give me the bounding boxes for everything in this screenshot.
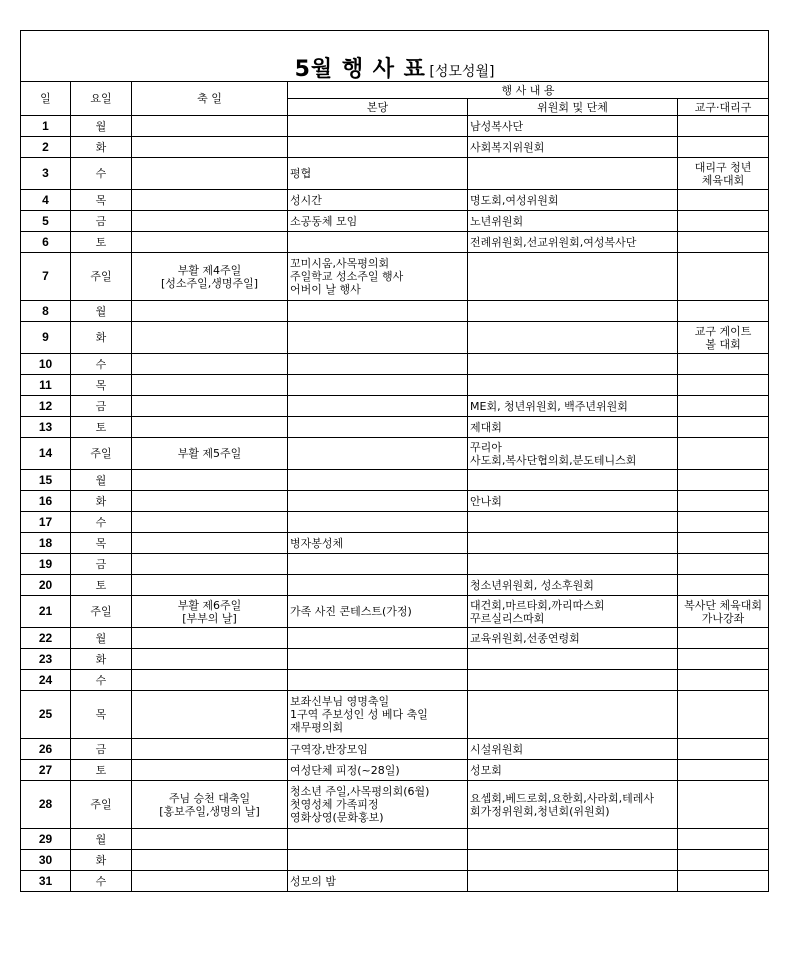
main-church-cell: 소공동체 모임 — [288, 211, 468, 232]
groups-cell — [468, 533, 678, 554]
day-cell: 27 — [21, 760, 71, 781]
main-church-cell — [288, 232, 468, 253]
feast-cell — [132, 417, 288, 438]
feast-cell — [132, 850, 288, 871]
main-church-cell — [288, 396, 468, 417]
title-main: 5월 행 사 표 — [294, 57, 426, 82]
main-church-cell: 성시간 — [288, 190, 468, 211]
day-cell: 9 — [21, 322, 71, 354]
diocese-cell — [678, 232, 769, 253]
table-row — [21, 354, 769, 375]
groups-cell: 전례위원회,선교위원회,여성복사단 — [468, 232, 678, 253]
day-cell: 4 — [21, 190, 71, 211]
day-cell: 26 — [21, 739, 71, 760]
groups-cell — [468, 470, 678, 491]
day-cell: 7 — [21, 253, 71, 301]
groups-cell — [468, 512, 678, 533]
groups-cell — [468, 850, 678, 871]
table-row — [21, 554, 769, 575]
groups-cell: 요셉회,베드로회,요한회,사라회,테레사 회가정위원회,청년회(위원회) — [468, 781, 678, 829]
diocese-cell — [678, 554, 769, 575]
table-row — [21, 438, 769, 470]
main-church-cell: 보좌신부님 영명축일 1구역 주보성인 성 베다 축일 재무평의회 — [288, 691, 468, 739]
table-row — [21, 596, 769, 628]
groups-cell — [468, 158, 678, 190]
feast-cell — [132, 137, 288, 158]
table-row — [21, 322, 769, 354]
table-row — [21, 470, 769, 491]
weekday-cell: 토 — [71, 232, 132, 253]
groups-cell — [468, 375, 678, 396]
day-cell: 31 — [21, 871, 71, 892]
feast-cell — [132, 512, 288, 533]
day-cell: 8 — [21, 301, 71, 322]
main-church-cell — [288, 417, 468, 438]
day-cell: 13 — [21, 417, 71, 438]
weekday-cell: 수 — [71, 670, 132, 691]
table-row — [21, 739, 769, 760]
feast-cell — [132, 628, 288, 649]
day-cell: 10 — [21, 354, 71, 375]
weekday-cell: 월 — [71, 116, 132, 137]
diocese-cell — [678, 190, 769, 211]
table-row — [21, 301, 769, 322]
weekday-cell: 금 — [71, 739, 132, 760]
feast-cell — [132, 354, 288, 375]
table-row — [21, 871, 769, 892]
weekday-cell: 토 — [71, 575, 132, 596]
table-row — [21, 396, 769, 417]
day-cell: 12 — [21, 396, 71, 417]
day-cell: 18 — [21, 533, 71, 554]
diocese-cell — [678, 417, 769, 438]
feast-cell — [132, 575, 288, 596]
feast-cell — [132, 871, 288, 892]
day-cell: 2 — [21, 137, 71, 158]
table-row — [21, 190, 769, 211]
feast-cell — [132, 670, 288, 691]
feast-cell — [132, 533, 288, 554]
schedule-table — [20, 30, 769, 892]
feast-cell — [132, 739, 288, 760]
title-sub: [성모성월] — [429, 64, 495, 80]
groups-cell — [468, 670, 678, 691]
weekday-cell: 월 — [71, 301, 132, 322]
main-church-cell — [288, 470, 468, 491]
diocese-cell — [678, 691, 769, 739]
feast-cell — [132, 829, 288, 850]
feast-cell — [132, 116, 288, 137]
feast-cell: 부활 제6주일 [부부의 날] — [132, 596, 288, 628]
main-church-cell: 꼬미시움,사목평의회 주일학교 성소주일 행사 어버이 날 행사 — [288, 253, 468, 301]
groups-cell — [468, 354, 678, 375]
diocese-cell — [678, 628, 769, 649]
diocese-cell — [678, 301, 769, 322]
feast-cell: 부활 제4주일 [성소주일,생명주일] — [132, 253, 288, 301]
table-row — [21, 232, 769, 253]
weekday-cell: 목 — [71, 375, 132, 396]
table-row — [21, 512, 769, 533]
day-cell: 15 — [21, 470, 71, 491]
table-row — [21, 628, 769, 649]
groups-cell: 남성복사단 — [468, 116, 678, 137]
table-row — [21, 575, 769, 596]
main-church-cell — [288, 628, 468, 649]
diocese-cell — [678, 396, 769, 417]
day-cell: 21 — [21, 596, 71, 628]
table-row — [21, 417, 769, 438]
diocese-cell — [678, 375, 769, 396]
feast-cell — [132, 322, 288, 354]
day-cell: 1 — [21, 116, 71, 137]
groups-cell — [468, 691, 678, 739]
groups-cell: 제대회 — [468, 417, 678, 438]
feast-cell — [132, 375, 288, 396]
diocese-cell — [678, 211, 769, 232]
day-cell: 16 — [21, 491, 71, 512]
groups-cell: 청소년위원회, 성소후원회 — [468, 575, 678, 596]
feast-cell — [132, 649, 288, 670]
weekday-cell: 화 — [71, 322, 132, 354]
main-church-cell — [288, 137, 468, 158]
day-cell: 17 — [21, 512, 71, 533]
groups-cell — [468, 871, 678, 892]
weekday-cell: 주일 — [71, 781, 132, 829]
weekday-cell: 수 — [71, 354, 132, 375]
main-church-cell — [288, 670, 468, 691]
weekday-cell: 수 — [71, 158, 132, 190]
table-row — [21, 850, 769, 871]
page-title — [21, 31, 769, 82]
main-church-cell: 병자봉성체 — [288, 533, 468, 554]
header-events: 행 사 내 용 — [288, 82, 769, 99]
main-church-cell — [288, 575, 468, 596]
table-row — [21, 760, 769, 781]
main-church-cell: 평협 — [288, 158, 468, 190]
day-cell: 28 — [21, 781, 71, 829]
feast-cell — [132, 396, 288, 417]
main-church-cell — [288, 554, 468, 575]
table-row — [21, 829, 769, 850]
groups-cell — [468, 649, 678, 670]
groups-cell: 교육위원회,선종연령회 — [468, 628, 678, 649]
main-church-cell — [288, 322, 468, 354]
day-cell: 25 — [21, 691, 71, 739]
diocese-cell — [678, 253, 769, 301]
diocese-cell — [678, 470, 769, 491]
feast-cell — [132, 554, 288, 575]
feast-cell — [132, 470, 288, 491]
main-church-cell — [288, 512, 468, 533]
feast-cell: 부활 제5주일 — [132, 438, 288, 470]
weekday-cell: 월 — [71, 628, 132, 649]
table-row — [21, 375, 769, 396]
table-row — [21, 670, 769, 691]
table-row — [21, 137, 769, 158]
diocese-cell — [678, 354, 769, 375]
weekday-cell: 화 — [71, 137, 132, 158]
main-church-cell — [288, 116, 468, 137]
header-day: 일 — [21, 82, 71, 116]
diocese-cell — [678, 829, 769, 850]
diocese-cell — [678, 533, 769, 554]
table-row — [21, 491, 769, 512]
weekday-cell: 수 — [71, 512, 132, 533]
main-church-cell — [288, 354, 468, 375]
weekday-cell: 토 — [71, 760, 132, 781]
groups-cell — [468, 554, 678, 575]
weekday-cell: 목 — [71, 691, 132, 739]
main-church-cell — [288, 850, 468, 871]
day-cell: 20 — [21, 575, 71, 596]
main-church-cell — [288, 829, 468, 850]
weekday-cell: 주일 — [71, 438, 132, 470]
diocese-cell — [678, 575, 769, 596]
feast-cell — [132, 232, 288, 253]
day-cell: 14 — [21, 438, 71, 470]
main-church-cell: 여성단체 피정(~28일) — [288, 760, 468, 781]
weekday-cell: 월 — [71, 470, 132, 491]
main-church-cell — [288, 649, 468, 670]
main-church-cell — [288, 491, 468, 512]
main-church-cell: 가족 사진 콘테스트(가정) — [288, 596, 468, 628]
day-cell: 29 — [21, 829, 71, 850]
groups-cell: 사회복지위원회 — [468, 137, 678, 158]
weekday-cell: 주일 — [71, 596, 132, 628]
diocese-cell — [678, 850, 769, 871]
feast-cell — [132, 301, 288, 322]
main-church-cell: 구역장,반장모임 — [288, 739, 468, 760]
weekday-cell: 화 — [71, 491, 132, 512]
table-row — [21, 211, 769, 232]
groups-cell: 노년위원회 — [468, 211, 678, 232]
table-row — [21, 691, 769, 739]
groups-cell — [468, 322, 678, 354]
table-row — [21, 253, 769, 301]
groups-cell: ME회, 청년위원회, 백주년위원회 — [468, 396, 678, 417]
main-church-cell: 청소년 주일,사목평의회(6월) 첫영성체 가족피정 영화상영(문화홍보) — [288, 781, 468, 829]
diocese-cell — [678, 649, 769, 670]
day-cell: 30 — [21, 850, 71, 871]
diocese-cell: 교구 게이트 볼 대회 — [678, 322, 769, 354]
day-cell: 22 — [21, 628, 71, 649]
groups-cell — [468, 253, 678, 301]
diocese-cell — [678, 512, 769, 533]
groups-cell: 대건회,마르타회,까리따스회 꾸르실리스따회 — [468, 596, 678, 628]
weekday-cell: 수 — [71, 871, 132, 892]
header-weekday: 요일 — [71, 82, 132, 116]
groups-cell: 안나회 — [468, 491, 678, 512]
table-row — [21, 158, 769, 190]
weekday-cell: 월 — [71, 829, 132, 850]
groups-cell — [468, 829, 678, 850]
weekday-cell: 토 — [71, 417, 132, 438]
table-row — [21, 781, 769, 829]
diocese-cell — [678, 760, 769, 781]
groups-cell: 시설위원회 — [468, 739, 678, 760]
diocese-cell — [678, 137, 769, 158]
weekday-cell: 금 — [71, 396, 132, 417]
main-church-cell — [288, 301, 468, 322]
feast-cell: 주님 승천 대축일 [홍보주일,생명의 날] — [132, 781, 288, 829]
diocese-cell — [678, 116, 769, 137]
diocese-cell — [678, 739, 769, 760]
day-cell: 11 — [21, 375, 71, 396]
feast-cell — [132, 491, 288, 512]
weekday-cell: 화 — [71, 850, 132, 871]
header-feast: 축 일 — [132, 82, 288, 116]
table-row — [21, 533, 769, 554]
feast-cell — [132, 190, 288, 211]
feast-cell — [132, 760, 288, 781]
main-church-cell: 성모의 밤 — [288, 871, 468, 892]
schedule-sheet — [20, 30, 769, 892]
day-cell: 6 — [21, 232, 71, 253]
weekday-cell: 금 — [71, 554, 132, 575]
weekday-cell: 금 — [71, 211, 132, 232]
feast-cell — [132, 211, 288, 232]
day-cell: 3 — [21, 158, 71, 190]
groups-cell: 성모회 — [468, 760, 678, 781]
table-row — [21, 649, 769, 670]
day-cell: 5 — [21, 211, 71, 232]
table-row — [21, 116, 769, 137]
header-diocese: 교구·대리구 — [678, 99, 769, 116]
groups-cell — [468, 301, 678, 322]
diocese-cell — [678, 670, 769, 691]
day-cell: 23 — [21, 649, 71, 670]
schedule-rows — [21, 116, 769, 892]
weekday-cell: 목 — [71, 533, 132, 554]
groups-cell: 꾸리아 사도회,복사단협의회,분도테니스회 — [468, 438, 678, 470]
diocese-cell — [678, 871, 769, 892]
day-cell: 24 — [21, 670, 71, 691]
weekday-cell: 목 — [71, 190, 132, 211]
header-main-church: 본당 — [288, 99, 468, 116]
weekday-cell: 주일 — [71, 253, 132, 301]
diocese-cell — [678, 491, 769, 512]
groups-cell: 명도회,여성위원회 — [468, 190, 678, 211]
weekday-cell: 화 — [71, 649, 132, 670]
feast-cell — [132, 691, 288, 739]
main-church-cell — [288, 438, 468, 470]
header-groups: 위원회 및 단체 — [468, 99, 678, 116]
diocese-cell: 복사단 체육대회 가나강좌 — [678, 596, 769, 628]
day-cell: 19 — [21, 554, 71, 575]
feast-cell — [132, 158, 288, 190]
diocese-cell — [678, 438, 769, 470]
diocese-cell: 대리구 청년 체육대회 — [678, 158, 769, 190]
diocese-cell — [678, 781, 769, 829]
main-church-cell — [288, 375, 468, 396]
